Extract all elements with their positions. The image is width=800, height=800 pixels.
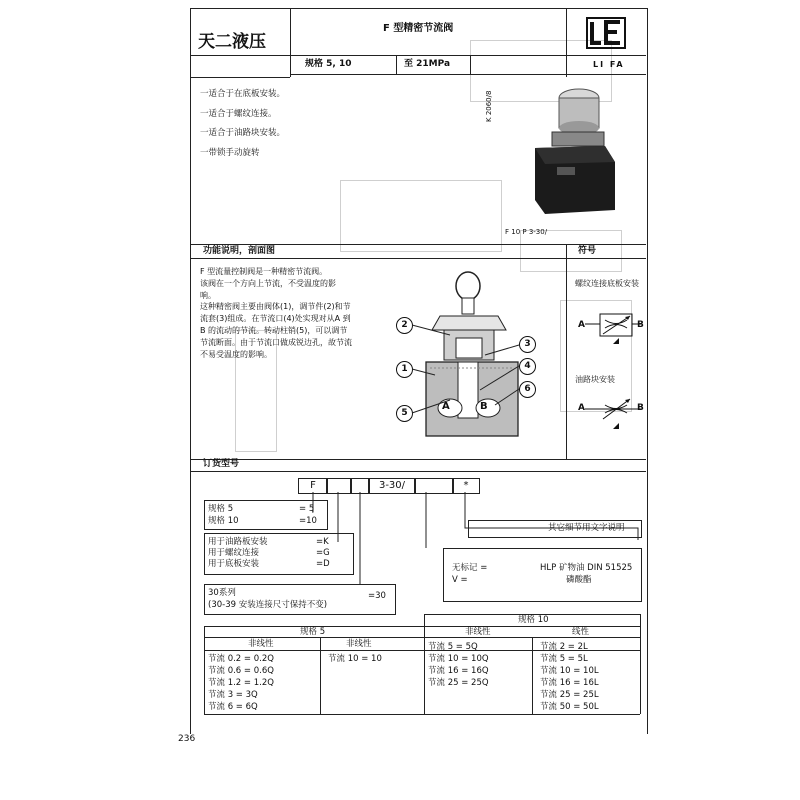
feature-item: 一适合于螺纹连接。 <box>200 109 277 119</box>
order-code-cell: * <box>452 478 480 494</box>
mount-option-code: =G <box>316 548 330 558</box>
symbol1-port-b: B <box>637 320 644 330</box>
size-option-label: 规格 10 <box>208 516 239 526</box>
mount-option-label: 用于底板安装 <box>208 559 260 569</box>
table-header-nonlinear: 非线性 <box>248 639 274 649</box>
symbol1-port-a: A <box>578 320 585 330</box>
order-section-title: 订货型号 <box>203 459 240 469</box>
mount-option-label: 用于油路板安装 <box>208 537 268 547</box>
callout-4: 4 <box>519 358 536 375</box>
order-code-cell: 3-30/ <box>368 478 416 494</box>
table-cell: 节流 16 = 16Q <box>428 666 489 676</box>
description-line: B 的流动的节流。转动柱销(5)，可以调节 <box>200 326 348 335</box>
other-details-text: 其它细节用文字说明 <box>548 523 625 533</box>
fluid-hlp: HLP 矿物油 DIN 51525 <box>540 563 633 573</box>
callout-1: 1 <box>396 361 413 378</box>
symbol-label-manifold: 油路块安装 <box>575 375 615 384</box>
series-note: (30-39 安装连接尺寸保持不变) <box>208 600 328 610</box>
lifa-logo-icon <box>584 16 628 56</box>
mount-option-label: 用于螺纹连接 <box>208 548 260 558</box>
feature-item: 一适合于油路块安装。 <box>200 128 286 138</box>
table-header-nonlinear: 非线性 <box>465 627 491 637</box>
spec-label: 规格 5, 10 <box>305 59 352 69</box>
table-header-nonlinear: 非线性 <box>346 639 372 649</box>
table-cell: 节流 25 = 25L <box>540 690 599 700</box>
table-header-linear: 线性 <box>572 627 590 637</box>
table-size10-title: 规格 10 <box>518 615 549 625</box>
fluid-code-v: V = <box>452 575 468 585</box>
product-photo <box>525 82 621 217</box>
mount-option-code: =K <box>316 537 329 547</box>
table-cell: 节流 2 = 2L <box>540 642 588 652</box>
throttle-symbol-1 <box>575 310 645 350</box>
description-line: 节流断面。由于节流口做成锐边孔，故节流 <box>200 338 352 347</box>
description-line: 这种精密阀主要由阀体(1)，调节件(2)和节 <box>200 302 351 311</box>
product-title: F 型精密节流阀 <box>383 23 454 34</box>
table-cell: 节流 16 = 16L <box>540 678 599 688</box>
callout-5: 5 <box>396 405 413 422</box>
callout-3: 3 <box>519 336 536 353</box>
mount-option-code: =D <box>316 559 330 569</box>
feature-item: 一带锁手动旋转 <box>200 148 260 158</box>
port-b-label: B <box>480 401 488 412</box>
symbol2-port-b: B <box>637 403 644 413</box>
table-cell: 节流 10 = 10 <box>328 654 382 664</box>
brand-title: 天二液压 <box>198 32 266 52</box>
logo-caption: LI FA <box>593 60 625 69</box>
table-cell: 节流 5 = 5L <box>540 654 588 664</box>
table-cell: 节流 3 = 3Q <box>208 690 258 700</box>
table-size5-title: 规格 5 <box>300 627 326 637</box>
size-option-label: 规格 5 <box>208 504 234 514</box>
page-number: 236 <box>178 734 196 744</box>
symbol-section-title: 符号 <box>578 246 597 256</box>
description-line: F 型流量控制阀是一种精密节流阀。 <box>200 267 328 276</box>
feature-item: 一适合于在底板安装。 <box>200 89 286 99</box>
lifa-logo <box>584 16 628 56</box>
table-cell: 节流 0.6 = 0.6Q <box>208 666 274 676</box>
size-option-code: = 5 <box>299 504 315 514</box>
table-cell: 节流 25 = 25Q <box>428 678 489 688</box>
description-line: 该阀在一个方向上节流，不受温度的影 <box>200 279 336 288</box>
table-cell: 节流 10 = 10L <box>540 666 599 676</box>
table-cell: 节流 6 = 6Q <box>208 702 258 712</box>
table-cell: 节流 10 = 10Q <box>428 654 489 664</box>
callout-leaders <box>395 310 545 430</box>
callout-2: 2 <box>396 317 413 334</box>
table-cell: 节流 50 = 50L <box>540 702 599 712</box>
size-option-code: =10 <box>299 516 317 526</box>
callout-6: 6 <box>519 381 536 398</box>
port-a-label: A <box>442 401 450 412</box>
side-code: K 2060/8 <box>485 90 493 122</box>
series-label: 30系列 <box>208 588 236 598</box>
order-code-cell: F <box>298 478 328 494</box>
fluid-code-none: 无标记 = <box>452 563 488 573</box>
fluid-box <box>443 548 642 602</box>
photo-caption: F 10 P 3-30/ <box>505 228 548 236</box>
function-section-title: 功能说明，剖面图 <box>203 246 276 256</box>
table-cell: 节流 0.2 = 0.2Q <box>208 654 274 664</box>
throttle-symbol-2 <box>575 395 645 435</box>
fluid-phosphate: 磷酸酯 <box>566 575 592 585</box>
table-cell: 节流 5 = 5Q <box>428 642 478 652</box>
symbol-label-threaded: 螺纹连接底板安装 <box>575 279 639 288</box>
description-line: 流套(3)组成。在节流口(4)处实现对从A 到 <box>200 314 351 323</box>
series-code: =30 <box>368 591 386 601</box>
symbol2-port-a: A <box>578 403 585 413</box>
pressure-label: 至 21MPa <box>404 59 451 69</box>
description-line: 响。 <box>200 291 216 300</box>
description-line: 不易受温度的影响。 <box>200 350 272 359</box>
table-cell: 节流 1.2 = 1.2Q <box>208 678 274 688</box>
